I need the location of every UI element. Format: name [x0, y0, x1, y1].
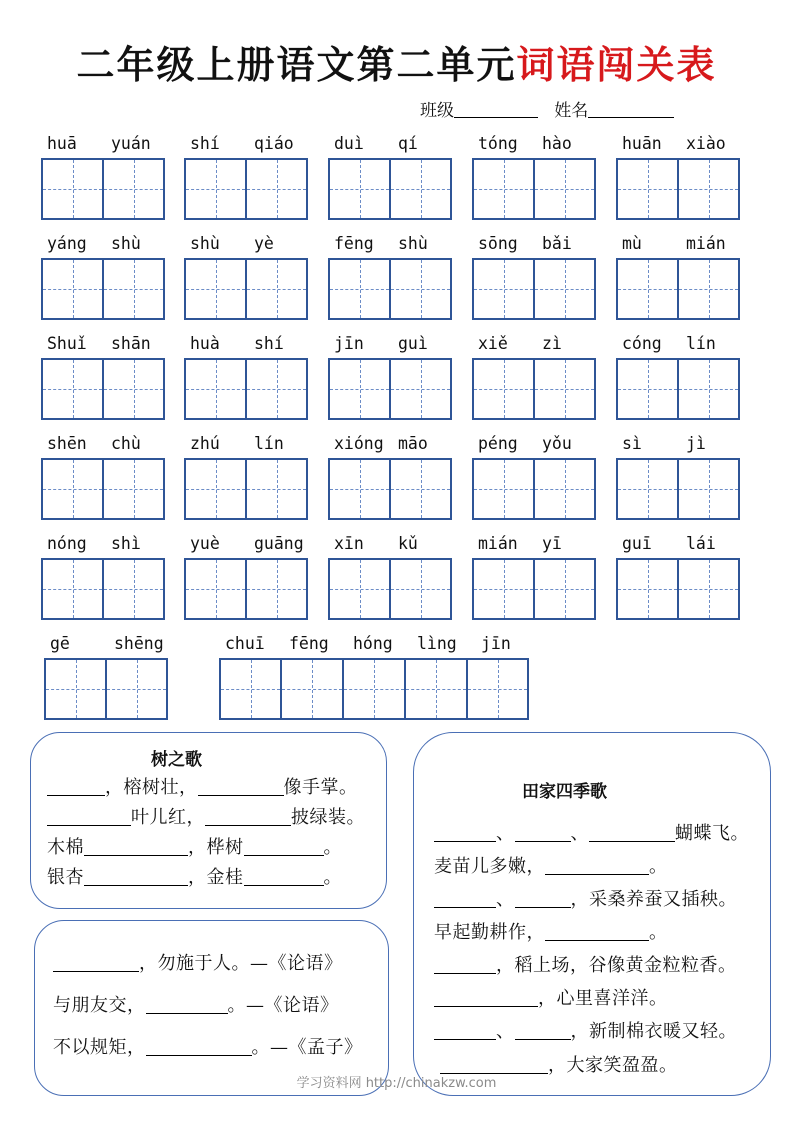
- pinyin-syllable: shí: [190, 134, 220, 153]
- text: ，大家笑盈盈。: [548, 1055, 678, 1076]
- poem-tree-line-1: [47, 773, 358, 799]
- text: 。: [649, 856, 668, 877]
- tianzige-box[interactable]: [41, 358, 103, 420]
- writing-boxes: [328, 558, 452, 620]
- tianzige-box[interactable]: [678, 458, 740, 520]
- tianzige-box[interactable]: [534, 258, 596, 320]
- fill-blank[interactable]: [515, 1023, 571, 1040]
- fill-blank[interactable]: [434, 825, 496, 842]
- tianzige-box[interactable]: [472, 358, 534, 420]
- class-label: 班级: [420, 101, 454, 121]
- writing-boxes: [328, 458, 452, 520]
- poem-tree-line-2: [47, 803, 365, 829]
- writing-boxes: [472, 558, 596, 620]
- pinyin-syllable: huà: [190, 334, 220, 353]
- pinyin-syllable: kǔ: [398, 534, 418, 553]
- pinyin-syllable: mián: [478, 534, 518, 553]
- poem-seasons-panel: [413, 732, 771, 1096]
- pinyin-syllable: lín: [686, 334, 716, 353]
- fill-blank[interactable]: [434, 957, 496, 974]
- writing-boxes: [328, 358, 452, 420]
- fill-blank[interactable]: [545, 858, 649, 875]
- fill-blank[interactable]: [198, 779, 284, 796]
- tianzige-box[interactable]: [106, 658, 168, 720]
- pinyin-syllable: māo: [398, 434, 428, 453]
- pinyin-syllable: qiáo: [254, 134, 294, 153]
- writing-boxes: [328, 158, 452, 220]
- writing-boxes: [616, 458, 740, 520]
- tianzige-box[interactable]: [246, 258, 308, 320]
- tianzige-box[interactable]: [390, 158, 452, 220]
- text: 披绿装。: [291, 807, 365, 828]
- class-blank[interactable]: [454, 101, 538, 118]
- pinyin-syllable: jīn: [334, 334, 364, 353]
- tianzige-box[interactable]: [616, 158, 678, 220]
- quote-line-3: [53, 1033, 363, 1059]
- pinyin-syllable: yuán: [111, 134, 151, 153]
- tianzige-box[interactable]: [184, 358, 246, 420]
- text: 、: [496, 823, 515, 844]
- tianzige-box[interactable]: [328, 158, 390, 220]
- pinyin-syllable: shù: [111, 234, 141, 253]
- pinyin-syllable: xīn: [334, 534, 364, 553]
- tianzige-box[interactable]: [472, 158, 534, 220]
- tianzige-box[interactable]: [103, 458, 165, 520]
- tianzige-box[interactable]: [534, 358, 596, 420]
- pinyin-syllable: huān: [622, 134, 662, 153]
- pinyin-syllable: yè: [254, 234, 274, 253]
- writing-boxes: [41, 458, 165, 520]
- tianzige-box[interactable]: [328, 358, 390, 420]
- pinyin-syllable: lín: [254, 434, 284, 453]
- pinyin-syllable: guāng: [254, 534, 304, 553]
- fill-blank[interactable]: [434, 891, 496, 908]
- fill-blank[interactable]: [146, 997, 228, 1014]
- tianzige-box[interactable]: [472, 258, 534, 320]
- text: 、: [496, 889, 515, 910]
- writing-boxes: [472, 358, 596, 420]
- text: ，榕树壮，: [105, 777, 198, 798]
- poem-tree-line-3: [47, 833, 342, 859]
- tianzige-box[interactable]: [616, 358, 678, 420]
- writing-boxes: [472, 158, 596, 220]
- title-red: 词语闯关表: [516, 43, 717, 87]
- tianzige-box[interactable]: [678, 158, 740, 220]
- tianzige-box[interactable]: [328, 458, 390, 520]
- fill-blank[interactable]: [84, 839, 188, 856]
- poem-seasons-title: 田家四季歌: [522, 782, 607, 802]
- fill-blank[interactable]: [434, 1023, 496, 1040]
- name-blank[interactable]: [588, 101, 674, 118]
- tianzige-box[interactable]: [616, 558, 678, 620]
- pinyin-syllable: shān: [111, 334, 151, 353]
- text: 麦苗儿多嫩，: [434, 856, 545, 877]
- pinyin-syllable: lìng: [417, 634, 457, 653]
- quote-line-1: [53, 949, 343, 975]
- pinyin-syllable: yī: [542, 534, 562, 553]
- text: ，稻上场，谷像黄金粒粒香。: [496, 955, 737, 976]
- text: 、: [570, 823, 589, 844]
- pinyin-syllable: fēng: [334, 234, 374, 253]
- text: 银杏: [47, 867, 84, 888]
- tianzige-box[interactable]: [246, 358, 308, 420]
- title-black: 二年级上册语文第二单元: [76, 43, 517, 87]
- fill-blank[interactable]: [244, 839, 324, 856]
- quotes-panel: [34, 920, 389, 1096]
- pinyin-syllable: zhú: [190, 434, 220, 453]
- text: ，心里喜洋洋。: [538, 988, 668, 1009]
- fill-blank[interactable]: [84, 869, 188, 886]
- pinyin-syllable: guī: [622, 534, 652, 553]
- tianzige-box[interactable]: [467, 658, 529, 720]
- tianzige-box[interactable]: [328, 258, 390, 320]
- tianzige-box[interactable]: [44, 658, 106, 720]
- text: 早起勤耕作，: [434, 922, 545, 943]
- pinyin-syllable: hóng: [353, 634, 393, 653]
- tianzige-box[interactable]: [281, 658, 343, 720]
- text: 与朋友交，: [53, 995, 146, 1016]
- writing-boxes: [41, 358, 165, 420]
- tianzige-box[interactable]: [390, 358, 452, 420]
- fill-blank[interactable]: [146, 1039, 252, 1056]
- pinyin-syllable: duì: [334, 134, 364, 153]
- tianzige-box[interactable]: [405, 658, 467, 720]
- poem-seasons-line-2: [434, 852, 668, 878]
- poem-tree-line-4: [47, 863, 342, 889]
- fill-blank[interactable]: [244, 869, 324, 886]
- tianzige-box[interactable]: [616, 258, 678, 320]
- poem-seasons-line-1: [434, 819, 749, 845]
- fill-blank[interactable]: [47, 809, 131, 826]
- tianzige-box[interactable]: [103, 258, 165, 320]
- pinyin-syllable: shù: [398, 234, 428, 253]
- text: 、: [496, 1021, 515, 1042]
- tianzige-box[interactable]: [343, 658, 405, 720]
- tianzige-box[interactable]: [472, 458, 534, 520]
- writing-boxes: [616, 158, 740, 220]
- pinyin-syllable: zì: [542, 334, 562, 353]
- tianzige-box[interactable]: [534, 558, 596, 620]
- text: 不以规矩，: [53, 1037, 146, 1058]
- text: ，金桂: [188, 867, 244, 888]
- poem-seasons-line-7: [434, 1017, 737, 1043]
- text: ，新制棉衣暖又轻。: [570, 1021, 737, 1042]
- writing-boxes: [616, 258, 740, 320]
- pinyin-syllable: péng: [478, 434, 518, 453]
- pinyin-syllable: bǎi: [542, 234, 572, 253]
- fill-blank[interactable]: [53, 955, 139, 972]
- pinyin-syllable: yǒu: [542, 434, 572, 453]
- tianzige-box[interactable]: [219, 658, 281, 720]
- writing-boxes: [616, 358, 740, 420]
- writing-boxes: [184, 258, 308, 320]
- poem-seasons-line-4: [434, 918, 668, 944]
- student-info: [420, 96, 674, 121]
- text: 。: [323, 867, 342, 888]
- tianzige-box[interactable]: [184, 558, 246, 620]
- pinyin-syllable: shēng: [114, 634, 164, 653]
- fill-blank[interactable]: [47, 779, 105, 796]
- writing-boxes: [41, 158, 165, 220]
- pinyin-syllable: sì: [622, 434, 642, 453]
- writing-boxes: [184, 558, 308, 620]
- pinyin-syllable: xióng: [334, 434, 384, 453]
- fill-blank[interactable]: [589, 825, 675, 842]
- quote-line-2: [53, 991, 339, 1017]
- tianzige-box[interactable]: [616, 458, 678, 520]
- text: 。—《论语》: [227, 995, 339, 1016]
- poem-seasons-line-6: [434, 984, 668, 1010]
- tianzige-box[interactable]: [41, 458, 103, 520]
- fill-blank[interactable]: [205, 809, 291, 826]
- pinyin-syllable: yuè: [190, 534, 220, 553]
- pinyin-syllable: cóng: [622, 334, 662, 353]
- writing-boxes: [184, 358, 308, 420]
- pinyin-syllable: shí: [254, 334, 284, 353]
- text: 木棉: [47, 837, 84, 858]
- pinyin-syllable: nóng: [47, 534, 87, 553]
- pinyin-syllable: shì: [111, 534, 141, 553]
- tianzige-box[interactable]: [103, 158, 165, 220]
- fill-blank[interactable]: [545, 924, 649, 941]
- fill-blank[interactable]: [434, 990, 538, 1007]
- page-title: [0, 34, 793, 89]
- pinyin-syllable: guì: [398, 334, 428, 353]
- pinyin-syllable: mù: [622, 234, 642, 253]
- text: 。: [649, 922, 668, 943]
- tianzige-box[interactable]: [184, 258, 246, 320]
- tianzige-box[interactable]: [678, 558, 740, 620]
- text: 像手掌。: [283, 777, 358, 798]
- tianzige-box[interactable]: [472, 558, 534, 620]
- writing-boxes: [44, 658, 168, 720]
- writing-boxes: [616, 558, 740, 620]
- pinyin-syllable: jīn: [481, 634, 511, 653]
- pinyin-syllable: shù: [190, 234, 220, 253]
- text: 。: [323, 837, 342, 858]
- poem-seasons-line-3: [434, 885, 737, 911]
- pinyin-syllable: mián: [686, 234, 726, 253]
- footer-watermark: 学习资料网 http://chinakzw.com: [296, 1076, 497, 1091]
- pinyin-syllable: shēn: [47, 434, 87, 453]
- pinyin-syllable: lái: [686, 534, 716, 553]
- tianzige-box[interactable]: [328, 558, 390, 620]
- tianzige-box[interactable]: [390, 458, 452, 520]
- pinyin-syllable: jì: [686, 434, 706, 453]
- pinyin-syllable: xiào: [686, 134, 726, 153]
- tianzige-box[interactable]: [246, 158, 308, 220]
- tianzige-box[interactable]: [41, 558, 103, 620]
- tianzige-box[interactable]: [41, 258, 103, 320]
- tianzige-box[interactable]: [534, 158, 596, 220]
- writing-boxes: [41, 558, 165, 620]
- writing-boxes: [41, 258, 165, 320]
- tianzige-box[interactable]: [103, 358, 165, 420]
- poem-tree-panel: [30, 732, 387, 909]
- tianzige-box[interactable]: [534, 458, 596, 520]
- poem-seasons-line-5: [434, 951, 737, 977]
- writing-boxes: [472, 458, 596, 520]
- pinyin-syllable: yáng: [47, 234, 87, 253]
- text: 蝴蝶飞。: [675, 823, 749, 844]
- tianzige-box[interactable]: [103, 558, 165, 620]
- text: ，勿施于人。—《论语》: [139, 953, 343, 974]
- tianzige-box[interactable]: [246, 458, 308, 520]
- writing-boxes: [184, 458, 308, 520]
- pinyin-syllable: tóng: [478, 134, 518, 153]
- tianzige-box[interactable]: [184, 458, 246, 520]
- text: ，桦树: [188, 837, 244, 858]
- name-label: 姓名: [554, 101, 589, 121]
- writing-boxes: [219, 658, 529, 720]
- pinyin-syllable: xiě: [478, 334, 508, 353]
- pinyin-syllable: hào: [542, 134, 572, 153]
- pinyin-syllable: sōng: [478, 234, 518, 253]
- writing-boxes: [472, 258, 596, 320]
- writing-boxes: [184, 158, 308, 220]
- pinyin-syllable: chuī: [225, 634, 265, 653]
- tianzige-box[interactable]: [246, 558, 308, 620]
- pinyin-syllable: chù: [111, 434, 141, 453]
- fill-blank[interactable]: [515, 825, 571, 842]
- poem-tree-title: 树之歌: [151, 750, 202, 770]
- tianzige-box[interactable]: [678, 358, 740, 420]
- pinyin-syllable: qí: [398, 134, 418, 153]
- text: 。—《孟子》: [251, 1037, 363, 1058]
- pinyin-syllable: huā: [47, 134, 77, 153]
- fill-blank[interactable]: [515, 891, 571, 908]
- pinyin-syllable: fēng: [289, 634, 329, 653]
- text: 叶儿红，: [131, 807, 205, 828]
- pinyin-syllable: Shuǐ: [47, 334, 87, 353]
- pinyin-syllable: gē: [50, 634, 70, 653]
- tianzige-box[interactable]: [184, 158, 246, 220]
- tianzige-box[interactable]: [678, 258, 740, 320]
- tianzige-box[interactable]: [390, 258, 452, 320]
- tianzige-box[interactable]: [390, 558, 452, 620]
- writing-boxes: [328, 258, 452, 320]
- tianzige-box[interactable]: [41, 158, 103, 220]
- text: ，采桑养蚕又插秧。: [570, 889, 737, 910]
